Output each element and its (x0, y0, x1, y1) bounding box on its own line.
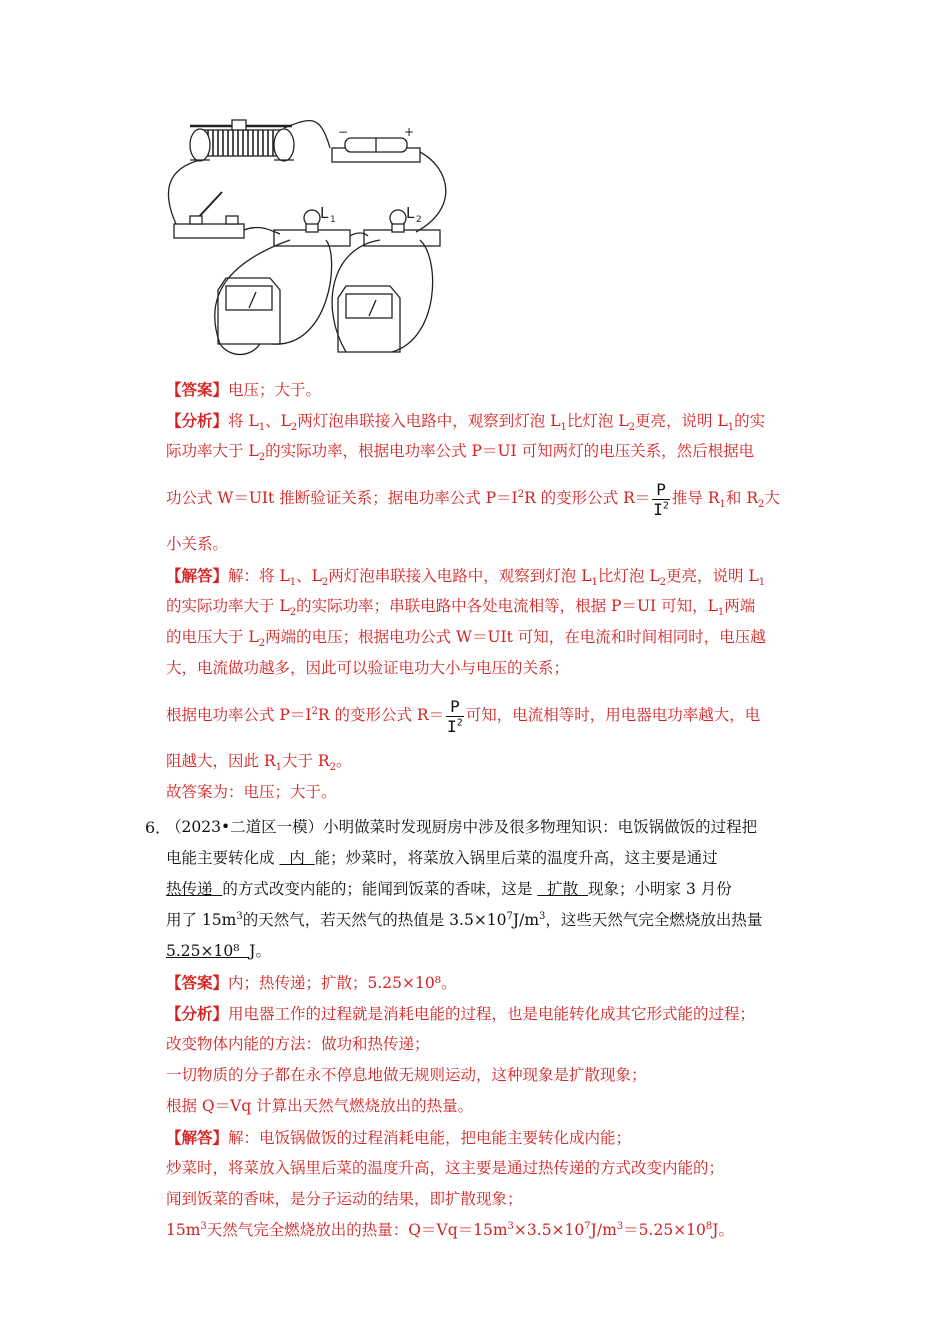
lamp-l2-label: L (406, 204, 415, 222)
q6-number: 6． (145, 818, 172, 837)
fraction-p-over-i2: $\frac{P}{I^2}$ (447, 696, 463, 736)
blank-4: 5.25×10⁸ (166, 942, 250, 960)
blank-2: 热传递 (166, 880, 223, 898)
svg-text:1: 1 (330, 215, 336, 225)
q5-answer-block: 【答案】电压；大于。 【分析】将 $L_1$、$L_2$两灯泡串联接入电路中，观察到灯泡 $L_1$比灯泡 $L_2$更亮，说明 $L_1$的实 际功率大于 $L_2$的实际功率，根据电功率公式 P＝UI 可知两灯的电压关系，然后根据电 功公式 W＝UIt 推断验证关系；据电功率公式 $P=I^2R$ 的变形公式 R＝ $\frac{P}{I^2}$ 推导 $R_1$和 $R_2$大 小关系。 【解答】解：将 $L_1$、$L_2$两灯泡串联接入电路中，观察到灯泡 $L_1$比灯泡 $L_2$更亮，说明 $L_1$ 的实际功率大于 $L_2$的实际功率；串联电路中各处电流相等，根据 P＝UI 可知，$L_1$两端 的电压大于 $L_2$两端的电压；根据电功公式 W＝UIt 可知，在电流和时间相同时，电压越 大，电流做功越多，因此可以验证电功大小与电压的关系； 根据电功率公式 $P=I^2R$ 的变形公式 R＝ $\frac{P}{I^2}$ 可知，电流相等时，用电器电功率越大，电 阻越大，因此 $R_1$大于 $R_2$。 故答案为：电压；大于。 (166, 380, 780, 801)
lamp-l1-label: L (320, 204, 329, 222)
blank-1: 内 (279, 849, 315, 867)
q6-answer-block: 【答案】内；热传递；扩散；5.25×10⁸。 【分析】用电器工作的过程就是消耗电能的过程，也是电能转化成其它形式能的过程； 改变物体内能的方法：做功和热传递； 一切物质的分子都在永不停息地做无规则运动，这种现象是扩散现象； 根据 Q＝Vq 计算出天然气燃烧放出的热量。 【解答】解：电饭锅做饭的过程消耗电能，把电能主要转化成内能； 炒菜时，将菜放入锅里后菜的温度升高，这主要是通过热传递的方式改变内能的； 闻到饭菜的香味，是分子运动的结果，即扩散现象； $15m^3$天然气完全燃烧放出的热量：$Q=Vq=15m^3\times 3.5\times 10^7J/m^3=5.25\times 10^8J$。 (166, 973, 756, 1239)
q6-question: （2023•二道区一模）小明做菜时发现厨房中涉及很多物理知识：电饭锅做饭的过程把 电能主要转化成 内 能；炒菜时，将菜放入锅里后菜的温度升高，这主要是通过 热传递 的方式改变内能的；能闻到饭菜的香味，这是 扩散 现象；小明家 3 月份 用了 $15m^3$的天然气，若天然气的热值是 $3.5\times 10^7J/m^3$，这些天然气完全燃烧放出热量 5.25×10⁸ J。 (166, 818, 763, 960)
circuit-diagram (160, 108, 460, 370)
fraction-p-over-i2: $\frac{P}{I^2}$ (653, 479, 669, 519)
switch-base (174, 224, 244, 238)
battery-plus-label: + (404, 125, 415, 139)
battery-minus-label: − (338, 125, 349, 139)
blank-3: 扩散 (537, 880, 589, 898)
svg-text:2: 2 (416, 215, 422, 225)
